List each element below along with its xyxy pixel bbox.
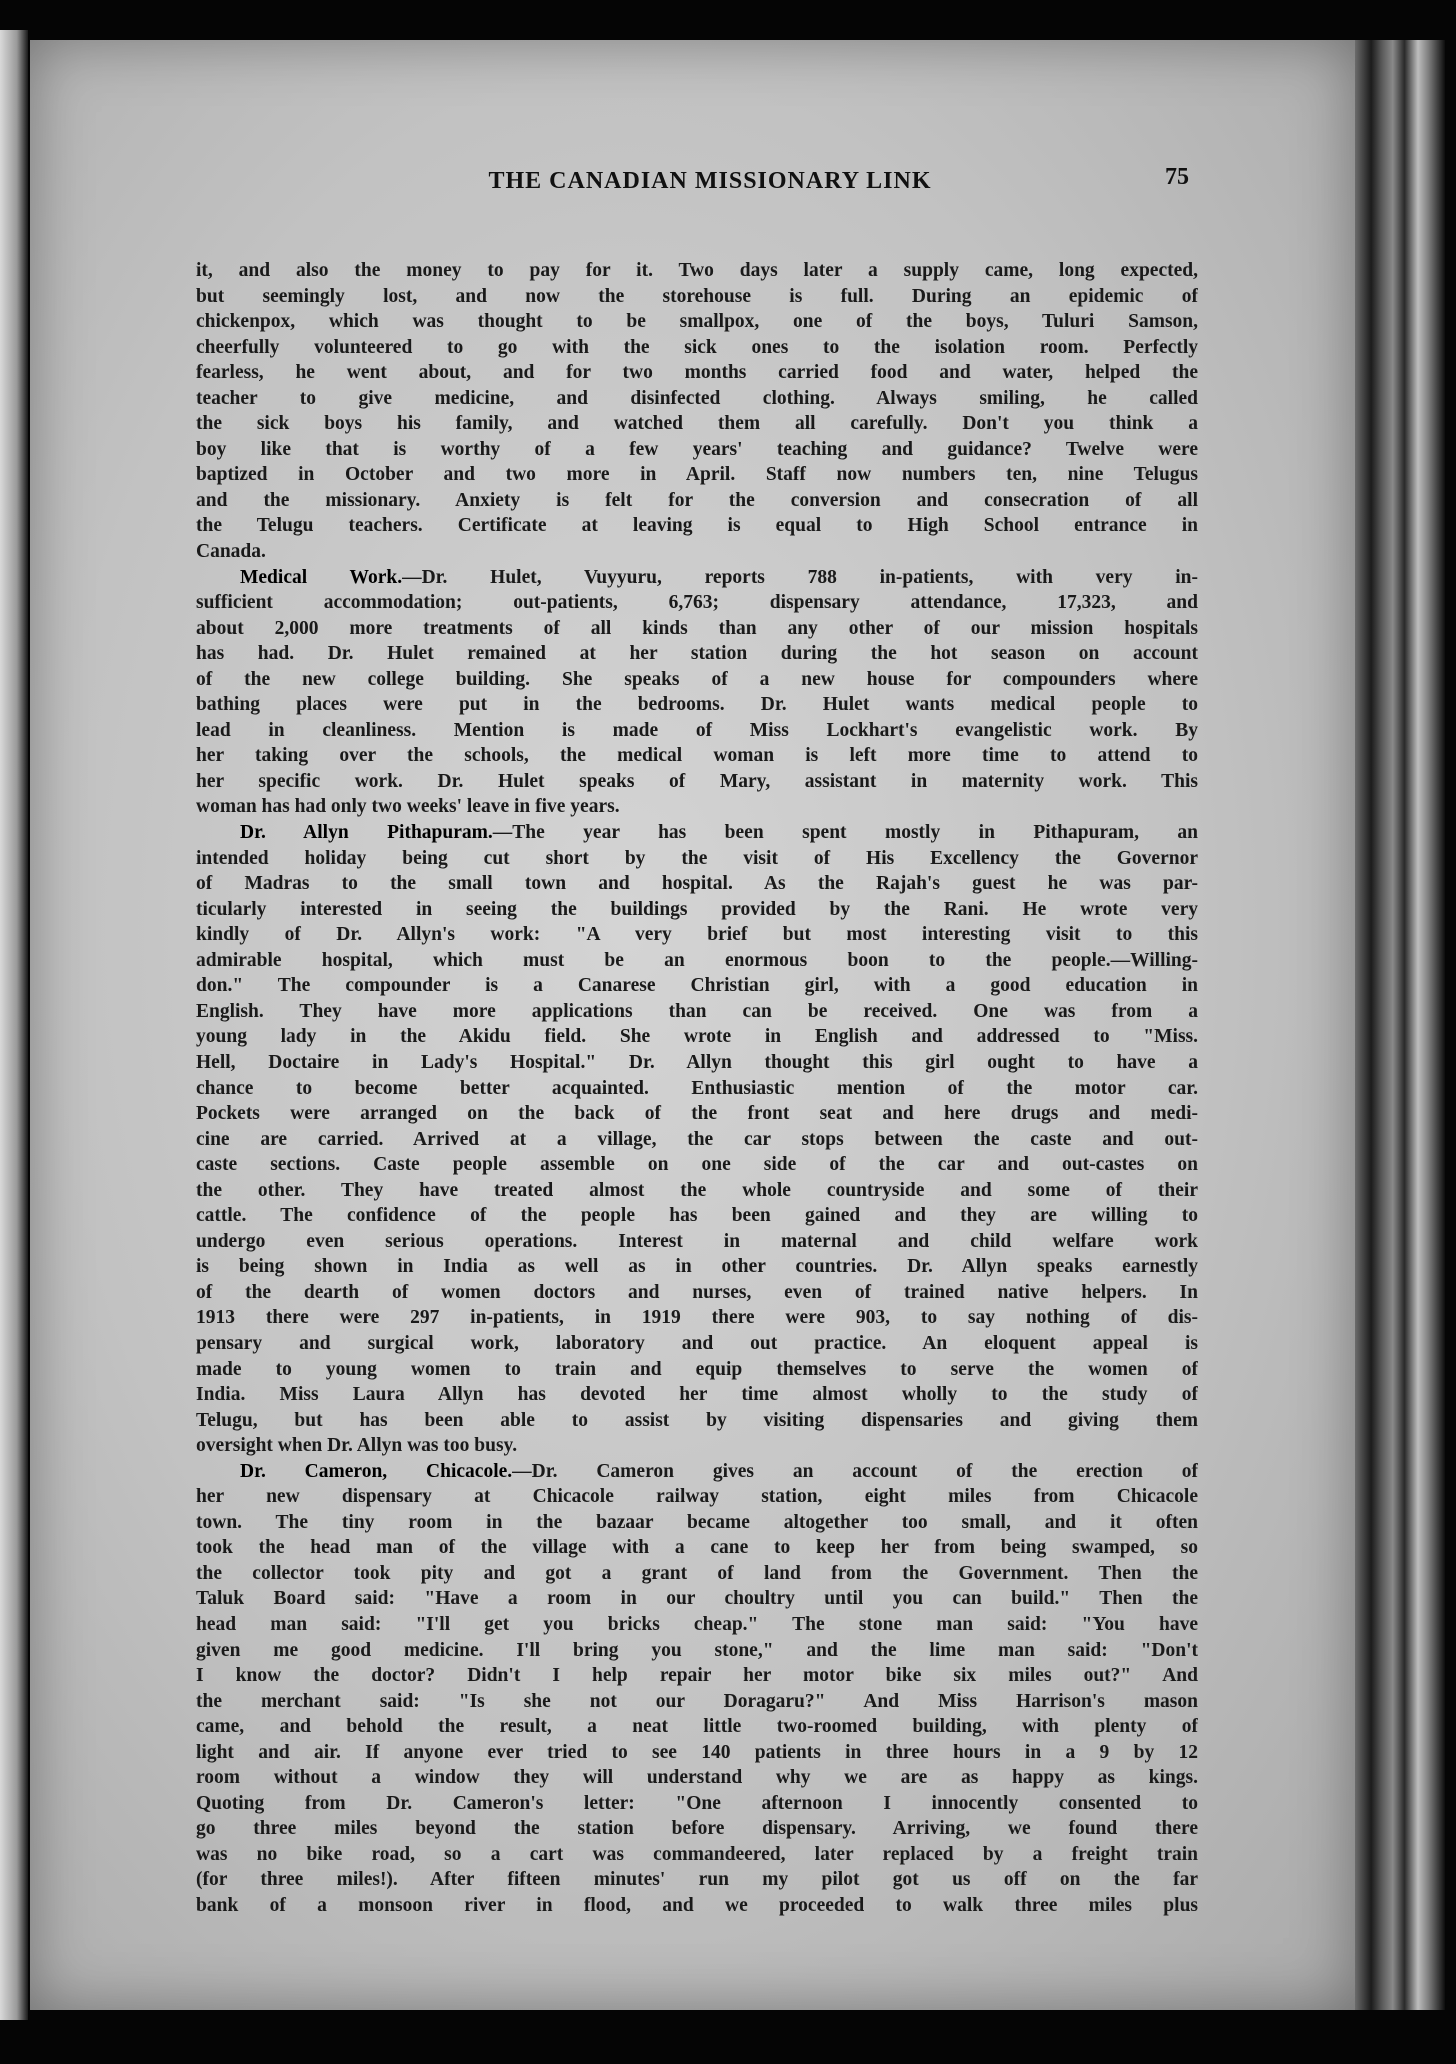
text-line	[196, 1076, 1198, 1102]
section-heading: Medical Work.	[240, 566, 403, 588]
line-text: of the dearth of women doctors and nurses, even of trained native helpers. In	[196, 1281, 1198, 1303]
line-text: it, and also the money to pay for it. Two days later a supply came, long expected,	[196, 260, 1198, 281]
line-text: Taluk Board said: "Have a room in our choultry until you can build." Then the	[196, 1588, 1198, 1610]
text-line	[196, 1612, 1198, 1638]
text-line	[196, 539, 1198, 565]
line-text: cattle. The confidence of the people has been gained and they are willing to	[196, 1205, 1198, 1227]
text-line	[196, 335, 1198, 361]
line-text: Canada.	[196, 541, 266, 563]
text-line	[196, 846, 1198, 872]
text-line	[196, 1408, 1198, 1434]
line-text: the collector took pity and got a grant of land from the Government. Then the	[196, 1562, 1198, 1584]
line-text: caste sections. Caste people assemble on one side of the car and out-castes on	[196, 1154, 1198, 1176]
text-line	[196, 284, 1198, 310]
text-line	[196, 897, 1198, 923]
text-line	[196, 386, 1198, 412]
text-line	[196, 437, 1198, 463]
text-line	[196, 411, 1198, 437]
line-text: chance to become better acquainted. Enthusiastic mention of the motor car.	[196, 1077, 1198, 1099]
line-text: fearless, he went about, and for two months carried food and water, helped the	[196, 362, 1198, 384]
line-text: bathing places were put in the bedrooms. Dr. Hulet wants medical people to	[196, 694, 1198, 716]
line-text: of the new college building. She speaks of a new house for compounders where	[196, 668, 1198, 690]
text-line	[196, 1561, 1198, 1587]
text-line	[196, 973, 1198, 999]
text-line	[196, 743, 1198, 769]
running-title: THE CANADIAN MISSIONARY LINK	[488, 168, 932, 194]
line-text: the merchant said: "Is she not our Doragaru?" And Miss Harrison's mason	[196, 1690, 1198, 1712]
text-line	[196, 1280, 1198, 1306]
line-text: baptized in October and two more in April. Staff now numbers ten, nine Telugus	[196, 464, 1198, 486]
text-line	[196, 641, 1198, 667]
line-text: and the missionary. Anxiety is felt for the conversion and consecration of all	[196, 489, 1198, 511]
line-text: cine are carried. Arrived at a village, the car stops between the caste and out-	[196, 1128, 1198, 1150]
line-text: has had. Dr. Hulet remained at her station during the hot season on account	[196, 643, 1198, 665]
text-line	[196, 1689, 1198, 1715]
line-text: light and air. If anyone ever tried to see 140 patients in three hours in a 9 by 12	[196, 1741, 1198, 1763]
text-line	[196, 1484, 1198, 1510]
text-line	[196, 590, 1198, 616]
line-text: undergo even serious operations. Interest in maternal and child welfare work	[196, 1230, 1198, 1252]
line-text: is being shown in India as well as in other countries. Dr. Allyn speaks earnestly	[196, 1256, 1198, 1278]
text-line	[196, 1178, 1198, 1204]
text-line	[196, 488, 1198, 514]
line-text: Telugu, but has been able to assist by visiting dispensaries and giving them	[196, 1409, 1198, 1431]
line-text: came, and behold the result, a neat little two-roomed building, with plenty of	[196, 1716, 1198, 1738]
text-line	[196, 1024, 1198, 1050]
text-line	[196, 1510, 1198, 1536]
line-text: but seemingly lost, and now the storehouse is full. During an epidemic of	[196, 285, 1198, 307]
text-line	[196, 1050, 1198, 1076]
line-text: don." The compounder is a Canarese Christian girl, with a good education in	[196, 975, 1198, 997]
line-text: chickenpox, which was thought to be smallpox, one of the boys, Tuluri Samson,	[196, 311, 1198, 333]
text-line	[196, 1535, 1198, 1561]
text-line	[196, 1382, 1198, 1408]
line-text: admirable hospital, which must be an enormous boon to the people.—Willing-	[196, 949, 1198, 971]
text-line	[196, 1663, 1198, 1689]
line-text: —The year has been spent mostly in Pithapuram, an	[492, 822, 1198, 844]
section-heading: Dr. Cameron, Chicacole.	[240, 1460, 513, 1482]
text-line	[196, 1765, 1198, 1791]
text-line	[196, 667, 1198, 693]
text-line	[196, 1331, 1198, 1357]
text-line	[196, 1638, 1198, 1664]
text-line	[196, 1586, 1198, 1612]
line-text: sufficient accommodation; out-patients, 6,763; dispensary attendance, 17,323, and	[196, 592, 1198, 614]
line-text: her new dispensary at Chicacole railway station, eight miles from Chicacole	[196, 1486, 1198, 1508]
line-text: given me good medicine. I'll bring you stone," and the lime man said: "Don't	[196, 1639, 1198, 1661]
body-text	[196, 258, 1198, 1919]
section-first-line	[196, 1459, 1198, 1485]
line-text: the other. They have treated almost the whole countryside and some of their	[196, 1179, 1198, 1201]
text-line	[196, 1229, 1198, 1255]
section-heading: Dr. Allyn Pithapuram.	[240, 822, 493, 844]
text-line	[196, 258, 1198, 284]
line-text: of Madras to the small town and hospital. As the Rajah's guest he was par-	[196, 873, 1198, 895]
line-text: teacher to give medicine, and disinfected clothing. Always smiling, he called	[196, 387, 1198, 409]
text-line	[196, 1203, 1198, 1229]
line-text: Hell, Doctaire in Lady's Hospital." Dr. Allyn thought this girl ought to have a	[196, 1051, 1198, 1073]
line-text: lead in cleanliness. Mention is made of Miss Lockhart's evangelistic work. By	[196, 719, 1198, 741]
line-text: Quoting from Dr. Cameron's letter: "One afternoon I innocently consented to	[196, 1792, 1198, 1814]
page-number: 75	[1165, 164, 1189, 190]
line-text: intended holiday being cut short by the visit of His Excellency the Governor	[196, 847, 1198, 869]
line-text: boy like that is worthy of a few years' teaching and guidance? Twelve were	[196, 438, 1198, 460]
text-line	[196, 309, 1198, 335]
line-text: room without a window they will understand why we are as happy as kings.	[196, 1767, 1198, 1789]
line-text: (for three miles!). After fifteen minutes' run my pilot got us off on the far	[196, 1869, 1198, 1891]
book-spine	[1355, 40, 1445, 2010]
text-line	[196, 462, 1198, 488]
text-line	[196, 1740, 1198, 1766]
text-line	[196, 1433, 1198, 1459]
text-line	[196, 1152, 1198, 1178]
line-text: 1913 there were 297 in-patients, in 1919 there were 903, to say nothing of dis-	[196, 1307, 1198, 1329]
line-text: her specific work. Dr. Hulet speaks of Mary, assistant in maternity work. This	[196, 770, 1198, 792]
line-text: India. Miss Laura Allyn has devoted her time almost wholly to the study of	[196, 1384, 1198, 1406]
text-line	[196, 999, 1198, 1025]
text-line	[196, 692, 1198, 718]
line-text: made to young women to train and equip themselves to serve the women of	[196, 1358, 1198, 1380]
text-line	[196, 794, 1198, 820]
text-line	[196, 1816, 1198, 1842]
line-text: bank of a monsoon river in flood, and we proceeded to walk three miles plus	[196, 1895, 1198, 1916]
text-line	[196, 1893, 1198, 1919]
text-line	[196, 871, 1198, 897]
text-line	[196, 513, 1198, 539]
text-line	[196, 1357, 1198, 1383]
section-first-line	[196, 820, 1198, 846]
text-line	[196, 1101, 1198, 1127]
text-line	[196, 1791, 1198, 1817]
line-text: English. They have more applications than can be received. One was from a	[196, 1000, 1198, 1022]
line-text: kindly of Dr. Allyn's work: "A very brief but most interesting visit to this	[196, 924, 1198, 946]
text-line	[196, 1842, 1198, 1868]
line-text: Pockets were arranged on the back of the front seat and here drugs and medi-	[196, 1103, 1198, 1125]
line-text: the sick boys his family, and watched them all carefully. Don't you think a	[196, 413, 1198, 435]
line-text: about 2,000 more treatments of all kinds than any other of our mission hospitals	[196, 617, 1198, 639]
line-text: —Dr. Cameron gives an account of the erection of	[512, 1460, 1198, 1482]
text-line	[196, 718, 1198, 744]
line-text: ticularly interested in seeing the buildings provided by the Rani. He wrote very	[196, 898, 1198, 920]
line-text: was no bike road, so a cart was commandeered, later replaced by a freight train	[196, 1843, 1198, 1865]
line-text: oversight when Dr. Allyn was too busy.	[196, 1435, 518, 1457]
text-line	[196, 1714, 1198, 1740]
line-text: go three miles beyond the station before dispensary. Arriving, we found there	[196, 1818, 1198, 1840]
facing-page-edge	[0, 30, 28, 2020]
line-text: head man said: "I'll get you bricks cheap." The stone man said: "You have	[196, 1613, 1198, 1635]
line-text: cheerfully volunteered to go with the sick ones to the isolation room. Perfectly	[196, 336, 1198, 358]
text-line	[196, 1305, 1198, 1331]
line-text: town. The tiny room in the bazaar became altogether too small, and it often	[196, 1511, 1198, 1533]
line-text: her taking over the schools, the medical woman is left more time to attend to	[196, 745, 1198, 767]
section-first-line	[196, 565, 1198, 591]
line-text: woman has had only two weeks' leave in five years.	[196, 796, 620, 818]
line-text: pensary and surgical work, laboratory and out practice. An eloquent appeal is	[196, 1332, 1198, 1354]
text-line	[196, 1867, 1198, 1893]
line-text: —Dr. Hulet, Vuyyuru, reports 788 in-patients, with very in-	[402, 566, 1198, 588]
text-line	[196, 769, 1198, 795]
text-line	[196, 948, 1198, 974]
line-text: I know the doctor? Didn't I help repair her motor bike six miles out?" And	[196, 1665, 1198, 1687]
line-text: took the head man of the village with a cane to keep her from being swamped, so	[196, 1537, 1198, 1559]
line-text: young lady in the Akidu field. She wrote in English and addressed to "Miss.	[196, 1026, 1198, 1048]
text-line	[196, 1254, 1198, 1280]
line-text: the Telugu teachers. Certificate at leaving is equal to High School entrance in	[196, 515, 1198, 537]
text-line	[196, 616, 1198, 642]
text-line	[196, 360, 1198, 386]
text-line	[196, 1127, 1198, 1153]
text-line	[196, 922, 1198, 948]
